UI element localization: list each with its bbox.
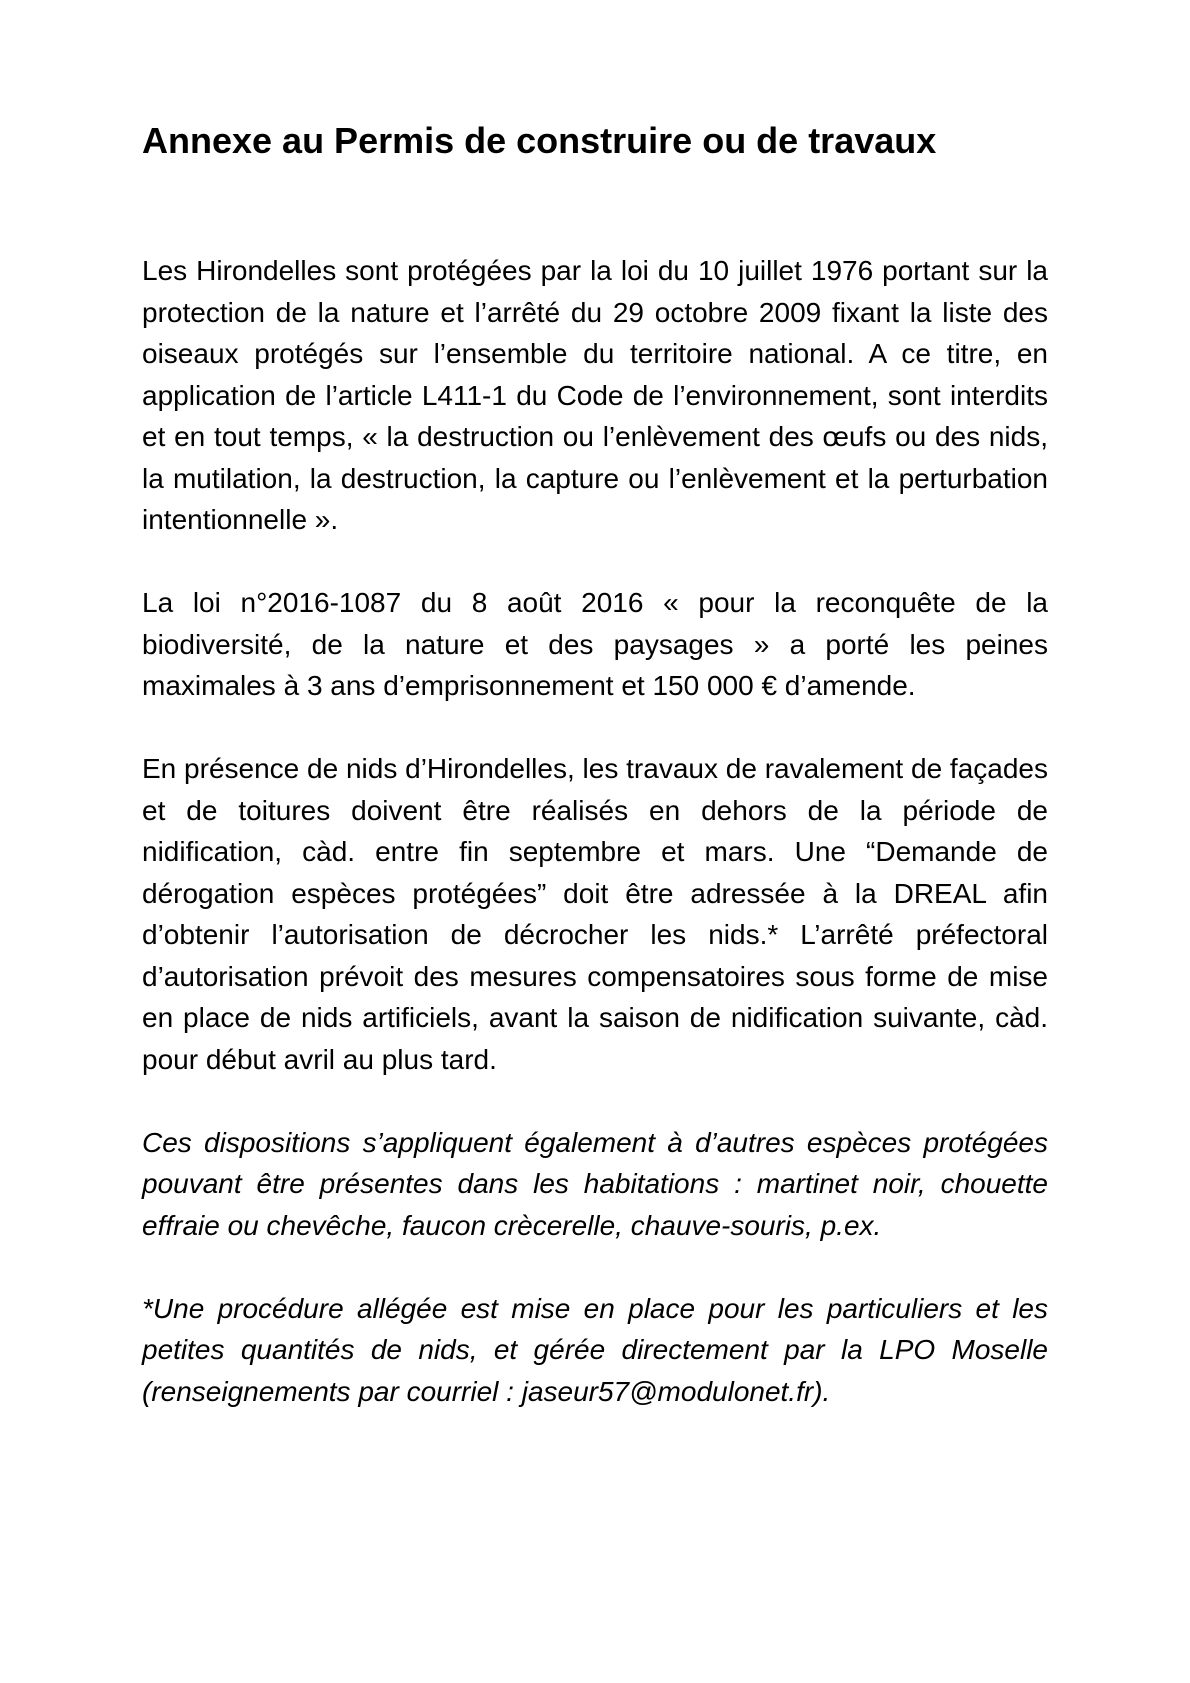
paragraph-footnote: *Une procédure allégée est mise en place pour les particuliers et les petites quantités de nids, et gérée directement par la LPO Moselle (renseignements par courriel : jaseur57@modulonet.fr). — [142, 1292, 1048, 1407]
paragraph-penalties: La loi n°2016-1087 du 8 août 2016 « pour la reconquête de la biodiversité, de la nature et des paysages » a porté les peines maximales à 3 ans d’emprisonnement et 150 000 € d’amende. — [142, 587, 1048, 701]
paragraph-legal-protection: Les Hirondelles sont protégées par la loi du 10 juillet 1976 portant sur la protection de la nature et l’arrêté du 29 octobre 2009 fixant la liste des oiseaux protégés sur l’ensemble du territoire national. A ce titre, en application de l’article L411-1 du Code de l’environnement, sont interdits et en tout temps, « la destruction ou l’enlèvement des œufs ou des nids, la mutilation, la destruction, la capture ou l’enlèvement et la perturbation intentionnelle ». — [142, 255, 1048, 535]
paragraph-works-conditions: En présence de nids d’Hirondelles, les travaux de ravalement de façades et de toitures doivent être réalisés en dehors de la période de nidification, càd. entre fin septembre et mars. Une “Demande de dérogation espèces protégées” doit être adressée à la DREAL afin d’obtenir l’autorisation de décrocher les nids.* L’arrêté préfectoral d’autorisation prévoit des mesures compensatoires sous forme de mise en place de nids artificiels, avant la saison de nidification suivante, càd. pour début avril au plus tard. — [142, 753, 1048, 1075]
paragraph-other-species: Ces dispositions s’appliquent également à d’autres espèces protégées pouvant être présentes dans les habitations : martinet noir, chouette effraie ou chevêche, faucon crècerelle, chauve-souris, p.ex. — [142, 1126, 1048, 1241]
document-body — [142, 250, 1048, 1454]
document-title: Annexe au Permis de construire ou de travaux — [142, 120, 937, 161]
